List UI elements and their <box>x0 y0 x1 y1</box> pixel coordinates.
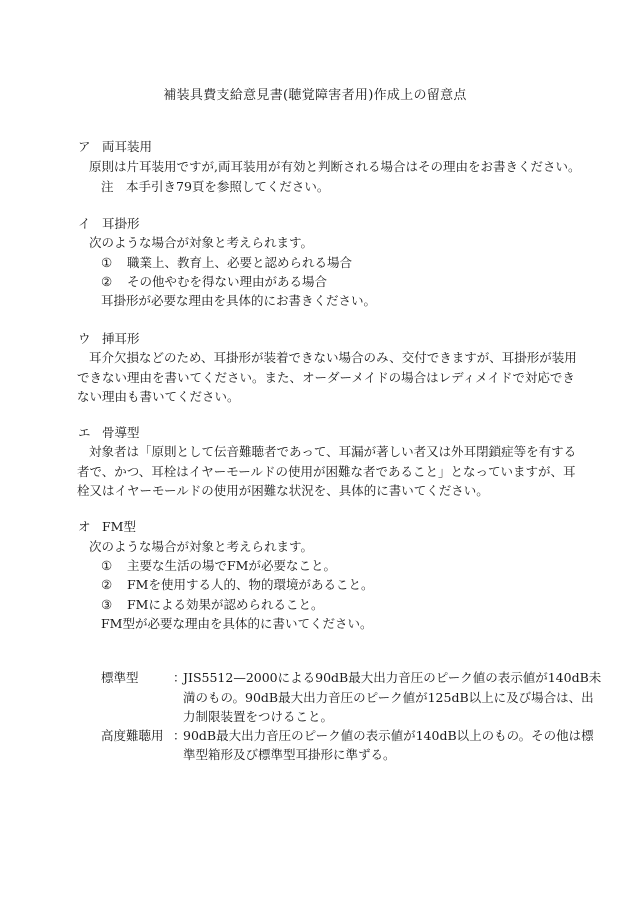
section-e-line-1: 対象者は「原則として伝音難聴者であって、耳漏が著しい者又は外耳閉鎖症等を有する <box>89 444 577 459</box>
section-a-note: 注 本手引き79頁を参照してください。 <box>101 179 330 194</box>
section-e-heading: エ 骨導型 <box>78 425 140 440</box>
note-standard-line-3: 力制限装置をつけること。 <box>183 709 334 724</box>
section-o-item-3: ③ FMによる効果が認められること。 <box>101 597 324 612</box>
section-o-item-2: ② FMを使用する人的、物的環境があること。 <box>101 577 374 592</box>
note-standard-label: 標準型 <box>101 670 139 685</box>
section-o-closing: FM型が必要な理由を具体的に書いてください。 <box>101 616 373 631</box>
section-a-line-1: 原則は片耳装用ですが,両耳装用が有効と判断される場合はその理由をお書きください。 <box>89 159 581 174</box>
section-i-item-2: ② その他やむを得ない理由がある場合 <box>101 274 328 289</box>
section-o-item-1: ① 主要な生活の場でFMが必要なこと。 <box>101 558 336 573</box>
section-u-line-1: 耳介欠損などのため、耳掛形が装着できない場合のみ、交付できますが、耳掛形が装用 <box>89 350 577 365</box>
section-i-heading: イ 耳掛形 <box>78 216 140 231</box>
note-severe-line-2: 準型箱形及び標準型耳掛形に準ずる。 <box>183 747 396 762</box>
section-u-line-3: ない理由も書いてください。 <box>77 389 240 404</box>
section-i-item-1: ① 職業上、教育上、必要と認められる場合 <box>101 255 353 270</box>
section-o-heading: オ FM型 <box>78 519 136 534</box>
section-e-line-2: 者で、かつ、耳栓はイヤーモールドの使用が困難な者であること」となっていますが、耳 <box>77 464 576 479</box>
note-severe-label: 高度難聴用 <box>101 728 164 743</box>
document-title: 補装具費支給意見書(聴覚障害者用)作成上の留意点 <box>163 88 467 103</box>
note-severe-colon: ： <box>173 728 186 743</box>
section-i-closing: 耳掛形が必要な理由を具体的にお書きください。 <box>101 293 377 308</box>
section-a-heading: ア 両耳装用 <box>78 139 153 154</box>
note-standard-line-1: JIS5512—2000による90dB最大出力音圧のピーク値の表示値が140dB未 <box>183 670 602 685</box>
section-i-intro: 次のような場合が対象と考えられます。 <box>89 235 314 250</box>
section-o-intro: 次のような場合が対象と考えられます。 <box>89 539 314 554</box>
note-standard-line-2: 満のもの。90dB最大出力音圧のピーク値が125dB以上に及び場合は、出 <box>183 690 594 705</box>
section-u-heading: ウ 挿耳形 <box>78 331 140 346</box>
note-standard-colon: ： <box>173 670 186 685</box>
section-e-line-3: 栓又はイヤーモールドの使用が困難な状況を、具体的に書いてください。 <box>77 483 489 498</box>
section-u-line-2: できない理由を書いてください。また、オーダーメイドの場合はレディメイドで対応でき <box>77 370 575 385</box>
note-severe-line-1: 90dB最大出力音圧のピーク値の表示値が140dB以上のもの。その他は標 <box>183 728 594 743</box>
